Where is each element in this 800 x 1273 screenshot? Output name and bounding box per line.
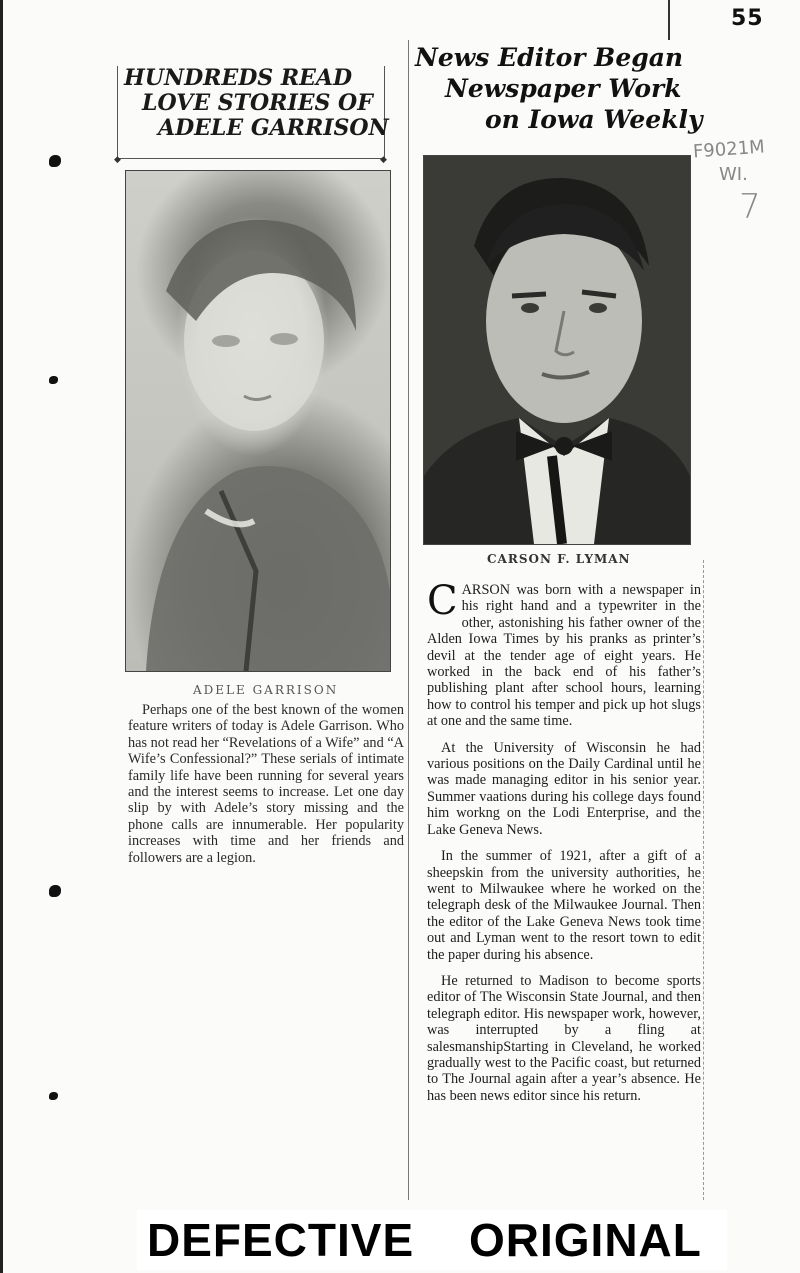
handwritten-note bbox=[692, 136, 793, 227]
scan-edge-mark bbox=[658, 0, 670, 40]
right-photo-caption: CARSON F. LYMAN bbox=[487, 552, 631, 566]
drop-cap: C bbox=[427, 578, 458, 624]
right-headline-line: on Iowa Weekly bbox=[485, 105, 703, 134]
left-photo-caption: ADELE GARRISON bbox=[193, 683, 339, 697]
left-headline-line: ADELE GARRISON bbox=[158, 115, 389, 141]
right-article-paragraph: In the summer of 1921, after a gift of a sheepskin from the university authorities, he went to Milwaukee where he worked on the telegraph desk of the Milwaukee Journal. Then the editor of the Lake Geneva News took time out and Lyman went to the resort town to edit the paper during his absence. bbox=[427, 848, 701, 963]
left-article-body bbox=[128, 702, 404, 866]
punch-mark bbox=[49, 376, 58, 384]
right-article-paragraph: At the University of Wisconsin he had various positions on the Daily Cardinal until he was made managing editor in his senior year. Summer vaations during his college days found him workng on the Lodi Enterprise, and the Lake Geneva News. bbox=[427, 739, 701, 838]
column-rule bbox=[703, 560, 704, 1200]
portrait-illustration bbox=[126, 171, 390, 671]
punch-mark bbox=[49, 885, 61, 897]
portrait-illustration bbox=[424, 156, 690, 544]
handwritten-note-line1: F9021M bbox=[692, 136, 766, 163]
defective-original-stamp bbox=[137, 1210, 727, 1270]
stamp-word: DEFECTIVE bbox=[147, 1214, 415, 1266]
ornament-icon: ◆ bbox=[380, 155, 387, 165]
left-headline-line: LOVE STORIES OF bbox=[142, 90, 373, 116]
stamp-word: ORIGINAL bbox=[469, 1214, 702, 1266]
punch-mark bbox=[49, 1092, 58, 1100]
left-article-paragraph: Perhaps one of the best known of the women feature writers of today is Adele Garrison. Who has not read her “Revelations of a Wife” and “A Wife’s Confessional?” These serials of intimate family life have been running for several years and the interest seems to increase. Let one day slip by with Adele’s story missing and the phone calls are innumerable. Her popularity increases with time and her friends and followers are a legion. bbox=[128, 702, 404, 866]
ornament-icon: ◆ bbox=[114, 155, 121, 165]
right-headline-line: News Editor Began bbox=[415, 43, 684, 72]
right-article-paragraph: He returned to Madison to become sports editor of The Wisconsin State Journal, and then telegraph editor. His newspaper work, however, was interrupted by a fling at salesmanshipStarting in Cleveland, he worked gradually west to the Pacific coast, but returned to The Journal again after a year’s absence. He has been news editor since his return. bbox=[427, 972, 701, 1104]
page-number: 55 bbox=[731, 6, 764, 31]
right-article-paragraph bbox=[427, 578, 701, 730]
right-headline bbox=[407, 42, 703, 135]
right-headline-line: Newspaper Work bbox=[445, 74, 682, 103]
left-headline-line: HUNDREDS READ bbox=[124, 65, 353, 91]
handwritten-note-line2: WI. bbox=[719, 164, 748, 185]
right-article-paragraph-text: ARSON was born with a newspaper in his right hand and a typewriter in the other, astonishing his father owner of the Alden Iowa Times by his pranks as printer’s devil at the tender age of eight years. He worked in the back end of his father’s publishing plant after school hours, learning how to control his temper and pick up hot slugs at one and the same time. bbox=[427, 582, 701, 730]
punch-mark bbox=[49, 155, 61, 167]
right-article-body bbox=[427, 578, 701, 1114]
adele-garrison-photo bbox=[125, 170, 391, 672]
column-rule bbox=[408, 40, 409, 1200]
handwritten-note-line3: 7 bbox=[739, 187, 761, 227]
carson-lyman-photo bbox=[423, 155, 691, 545]
left-headline-box bbox=[114, 65, 389, 165]
